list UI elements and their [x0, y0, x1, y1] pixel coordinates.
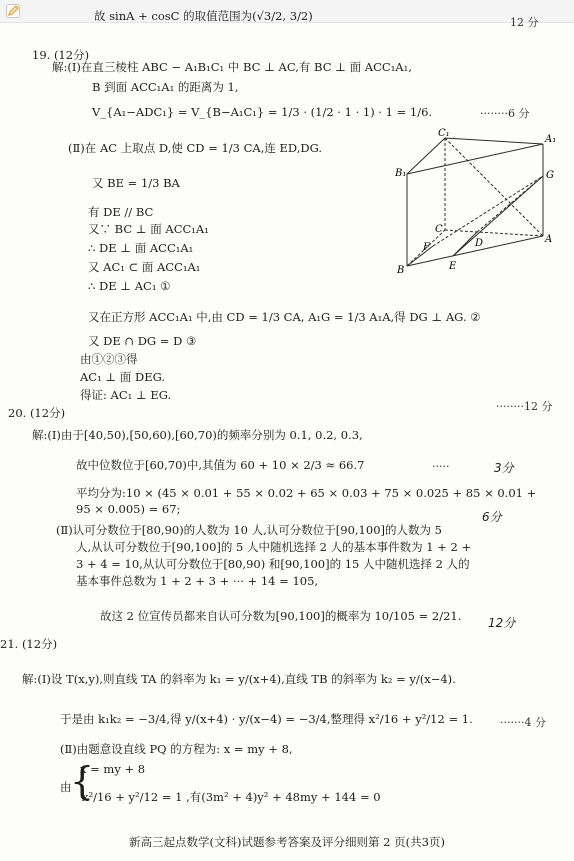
handwritten-score-3: 3分	[494, 461, 514, 475]
edit-icon[interactable]	[5, 3, 21, 19]
label-A1: A₁	[545, 134, 557, 145]
q20-line: (Ⅱ)认可分数位于[80,90)的人数为 10 人,认可分数位于[90,100]的人数为 5	[56, 523, 442, 537]
score-mark-6: ········6 分	[480, 107, 530, 120]
q19-heading: 19. (12分)	[32, 48, 90, 62]
q19-line: 有 DE // BC	[88, 205, 154, 219]
label-F: F	[423, 242, 430, 253]
q20-line: 3 + 4 = 10,从认可分数位于[80,90) 和[90,100]的 15 人中随机选择 2 人的	[76, 557, 470, 571]
q19-line: 又 DE ∩ DG = D ③	[88, 334, 197, 348]
prism-figure	[395, 126, 557, 278]
q19-line: 得证: AC₁ ⊥ EG.	[80, 388, 172, 402]
q19-line: ∴ DE ⊥ 面 ACC₁A₁	[88, 241, 194, 255]
q20-line: 基本事件总数为 1 + 2 + 3 + ··· + 14 = 105,	[76, 574, 319, 588]
q20-heading: 20. (12分)	[8, 406, 66, 420]
q19-volume-line: V_{A₁−ADC₁} = V_{B−A₁C₁} = 1/3 · (1/2 · 1 · 1) · 1 = 1/6.	[92, 105, 433, 119]
q20-line: 人,从认可分数位于[90,100]的 5 人中随机选择 2 人的基本事件数为 1 + 2 +	[76, 540, 472, 554]
label-B: B	[397, 265, 405, 276]
score-mark-4: ·······4 分	[500, 716, 546, 729]
q19-line: 又 AC₁ ⊂ 面 ACC₁A₁	[88, 260, 201, 274]
q20-mean-line-cont: 95 × 0.005) = 67;	[76, 502, 181, 516]
system-brace: {	[70, 759, 95, 803]
q19-line: 又 BE = 1/3 BA	[92, 176, 180, 190]
score-dots: ·····	[432, 460, 450, 473]
q21-line: (Ⅱ)由题意设直线 PQ 的方程为: x = my + 8,	[60, 742, 293, 756]
q21-system-you: 由	[60, 780, 72, 794]
q21-system-eq1: x = my + 8	[80, 762, 146, 776]
label-C: C	[435, 224, 443, 235]
label-A: A	[545, 234, 553, 245]
handwritten-score-12: 12分	[488, 616, 516, 630]
q21-heading: 21. (12分)	[0, 637, 58, 651]
q19-line: B 到面 ACC₁A₁ 的距离为 1,	[92, 80, 239, 94]
q19-line: 又∵ BC ⊥ 面 ACC₁A₁	[88, 222, 209, 236]
q19-line: ∴ DE ⊥ AC₁ ①	[88, 279, 171, 293]
score-mark-12: ········12 分	[496, 400, 553, 413]
label-D: D	[475, 238, 484, 249]
q21-system-eq2: x²/16 + y²/12 = 1 ,有(3m² + 4)y² + 48my + 144 = 0	[82, 790, 381, 804]
score-mark-12: 12 分	[510, 16, 539, 29]
q21-ellipse-line: 于是由 k₁k₂ = −3/4,得 y/(x+4) · y/(x−4) = −3/4,整理得 x²/16 + y²/12 = 1.	[60, 712, 473, 726]
q19-line: 解:(Ⅰ)在直三棱柱 ABC − A₁B₁C₁ 中 BC ⊥ AC,有 BC ⊥ 面 ACC₁A₁,	[52, 60, 412, 74]
q19-line: 由①②③得	[80, 352, 138, 366]
handwritten-score-6: 6分	[482, 510, 502, 524]
q20-median-line: 故中位数位于[60,70)中,其值为 60 + 10 × 2/3 ≈ 66.7	[76, 458, 365, 472]
q20-mean-line: 平均分为:10 × (45 × 0.01 + 55 × 0.02 + 65 × 0.03 + 75 × 0.025 + 85 × 0.01 +	[76, 486, 537, 500]
label-E: E	[449, 261, 457, 272]
label-C1: C₁	[438, 128, 450, 139]
q19-line: 又在正方形 ACC₁A₁ 中,由 CD = 1/3 CA, A₁G = 1/3 A₁A,得 DG ⊥ AG. ②	[88, 310, 481, 324]
q19-line: (Ⅱ)在 AC 上取点 D,使 CD = 1/3 CA,连 ED,DG.	[68, 141, 323, 155]
q19-line: AC₁ ⊥ 面 DEG.	[80, 370, 166, 384]
page-footer: 新高三起点数学(文科)试题参考答案及评分细则第 2 页(共3页)	[129, 835, 445, 849]
q18-range-line: 故 sinA + cosC 的取值范围为(√3/2, 3/2)	[94, 9, 313, 23]
label-B1: B₁	[395, 168, 407, 179]
q20-probability-line: 故这 2 位宣传员都来自认可分数为[90,100]的概率为 10/105 = 2/21.	[100, 609, 462, 623]
q20-line: 解:(Ⅰ)由于[40,50),[50,60),[60,70)的频率分别为 0.1, 0.2, 0.3,	[32, 428, 363, 442]
q21-slope-line: 解:(Ⅰ)设 T(x,y),则直线 TA 的斜率为 k₁ = y/(x+4),直线 TB 的斜率为 k₂ = y/(x−4).	[22, 672, 456, 686]
label-G: G	[546, 170, 554, 181]
